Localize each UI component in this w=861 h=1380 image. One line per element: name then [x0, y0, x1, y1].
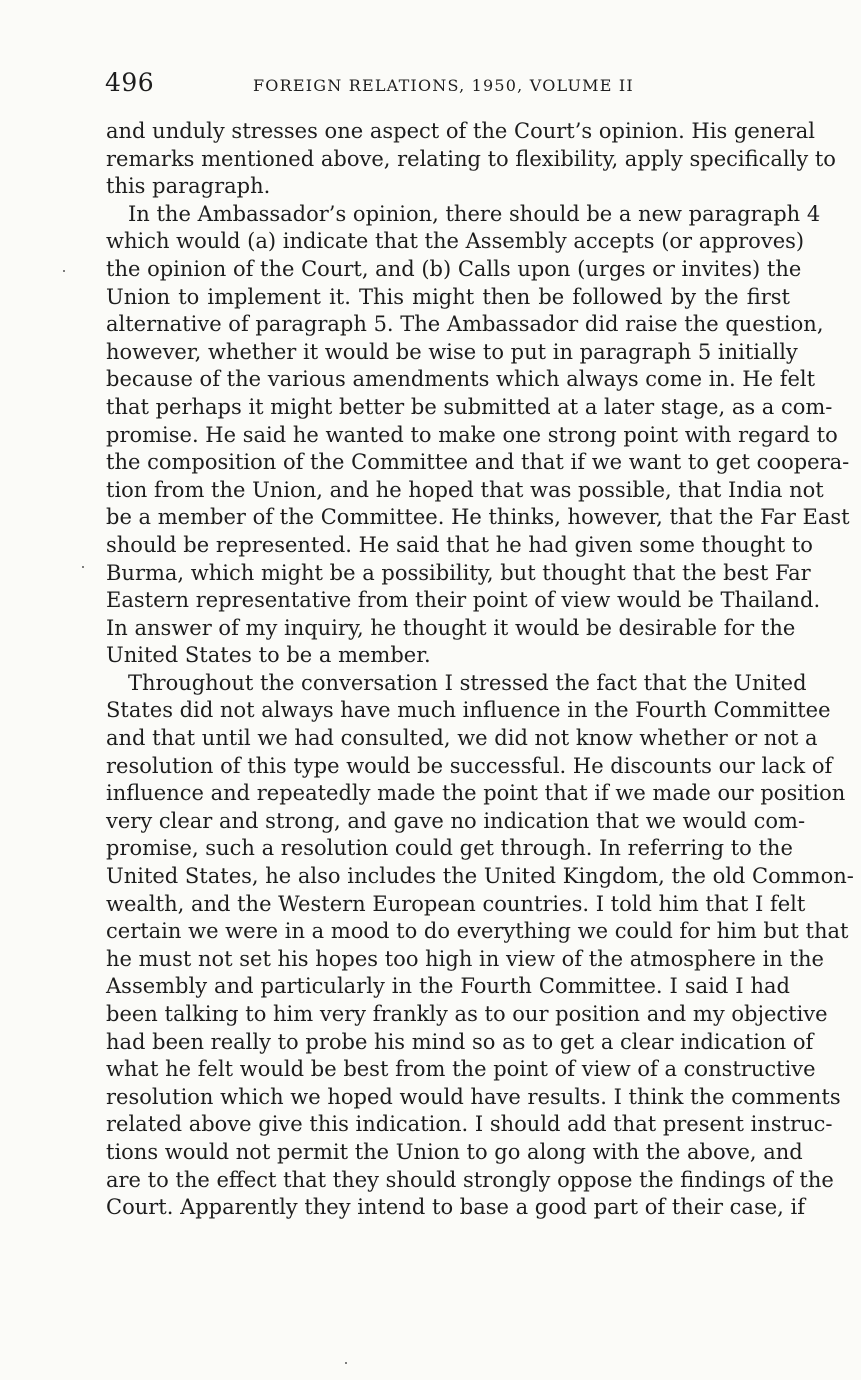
text-line: In answer of my inquiry, he thought it would be desirable for the — [106, 615, 796, 640]
text-line: what he felt would be best from the point of view of a constructive — [106, 1057, 816, 1082]
text-line: very clear and strong, and gave no indication that we would com- — [106, 808, 806, 833]
scan-speck — [82, 566, 84, 568]
text-line: certain we were in a mood to do everything we could for him but that — [106, 919, 849, 944]
text-line: and that until we had consulted, we did not know whether or not a — [106, 726, 818, 751]
body-text — [106, 118, 854, 1222]
text-line: resolution which we hoped would have results. I think the comments — [106, 1084, 841, 1109]
text-line: United States to be a member. — [106, 643, 431, 668]
text-line: Burma, which might be a possibility, but thought that the best Far — [106, 560, 811, 585]
text-line: alternative of paragraph 5. The Ambassador did raise the question, — [106, 312, 824, 337]
text-line: this paragraph. — [106, 174, 271, 199]
text-line: Court. Apparently they intend to base a good part of their case, if — [106, 1195, 805, 1220]
text-line: Assembly and particularly in the Fourth Committee. I said I had — [106, 974, 790, 999]
text-line: been talking to him very frankly as to our position and my objective — [106, 1002, 828, 1026]
text-line: In the Ambassador’s opinion, there should be a new paragraph 4 — [128, 201, 821, 226]
scan-speck — [63, 270, 65, 272]
running-head: FOREIGN RELATIONS, 1950, VOLUME II — [253, 76, 634, 95]
text-line: promise. He said he wanted to make one strong point with regard to — [106, 422, 838, 447]
paragraph-2 — [106, 201, 850, 670]
page-number: 496 — [105, 68, 155, 97]
text-line: Union to implement it. This might then be followed by the first — [106, 284, 790, 309]
text-line: Eastern representative from their point of view would be Thailand. — [106, 588, 821, 613]
text-line: which would (a) indicate that the Assembly accepts (or approves) — [106, 229, 805, 254]
text-line: that perhaps it might better be submitted at a later stage, as a com- — [106, 394, 833, 419]
text-line: be a member of the Committee. He thinks, however, that the Far East — [106, 505, 850, 530]
text-line: tions would not permit the Union to go along with the above, and — [106, 1139, 803, 1164]
text-line: tion from the Union, and he hoped that was possible, that India not — [106, 477, 824, 502]
text-line: influence and repeatedly made the point that if we made our position — [106, 781, 846, 806]
text-line: promise, such a resolution could get through. In referring to the — [106, 836, 793, 861]
text-line: he must not set his hopes too high in view of the atmosphere in the — [106, 946, 824, 971]
text-line: resolution of this type would be successful. He discounts our lack of — [106, 753, 833, 778]
text-line: should be represented. He said that he had given some thought to — [106, 532, 813, 557]
text-line: because of the various amendments which always come in. He felt — [106, 367, 816, 392]
text-line: the opinion of the Court, and (b) Calls upon (urges or invites) the — [106, 256, 802, 281]
text-line: had been really to probe his mind so as to get a clear indication of — [106, 1029, 814, 1054]
text-line: United States, he also includes the United Kingdom, the old Common- — [106, 864, 854, 889]
text-line: remarks mentioned above, relating to flexibility, apply specifically to — [106, 146, 836, 171]
scan-speck — [345, 1362, 347, 1364]
text-line: States did not always have much influence in the Fourth Committee — [106, 698, 831, 723]
text-line: and unduly stresses one aspect of the Court’s opinion. His general — [106, 119, 816, 143]
text-line: are to the effect that they should strongly oppose the findings of the — [106, 1167, 834, 1192]
paragraph-3 — [106, 670, 854, 1222]
text-line: however, whether it would be wise to put in paragraph 5 initially — [106, 339, 798, 364]
text-line: the composition of the Committee and that if we want to get coopera- — [106, 450, 850, 475]
text-line: related above give this indication. I should add that present instruc- — [106, 1112, 833, 1137]
page-header — [105, 68, 790, 104]
text-line: wealth, and the Western European countries. I told him that I felt — [106, 891, 806, 916]
text-line: Throughout the conversation I stressed the fact that the United — [128, 670, 807, 695]
paragraph-1 — [106, 118, 836, 201]
